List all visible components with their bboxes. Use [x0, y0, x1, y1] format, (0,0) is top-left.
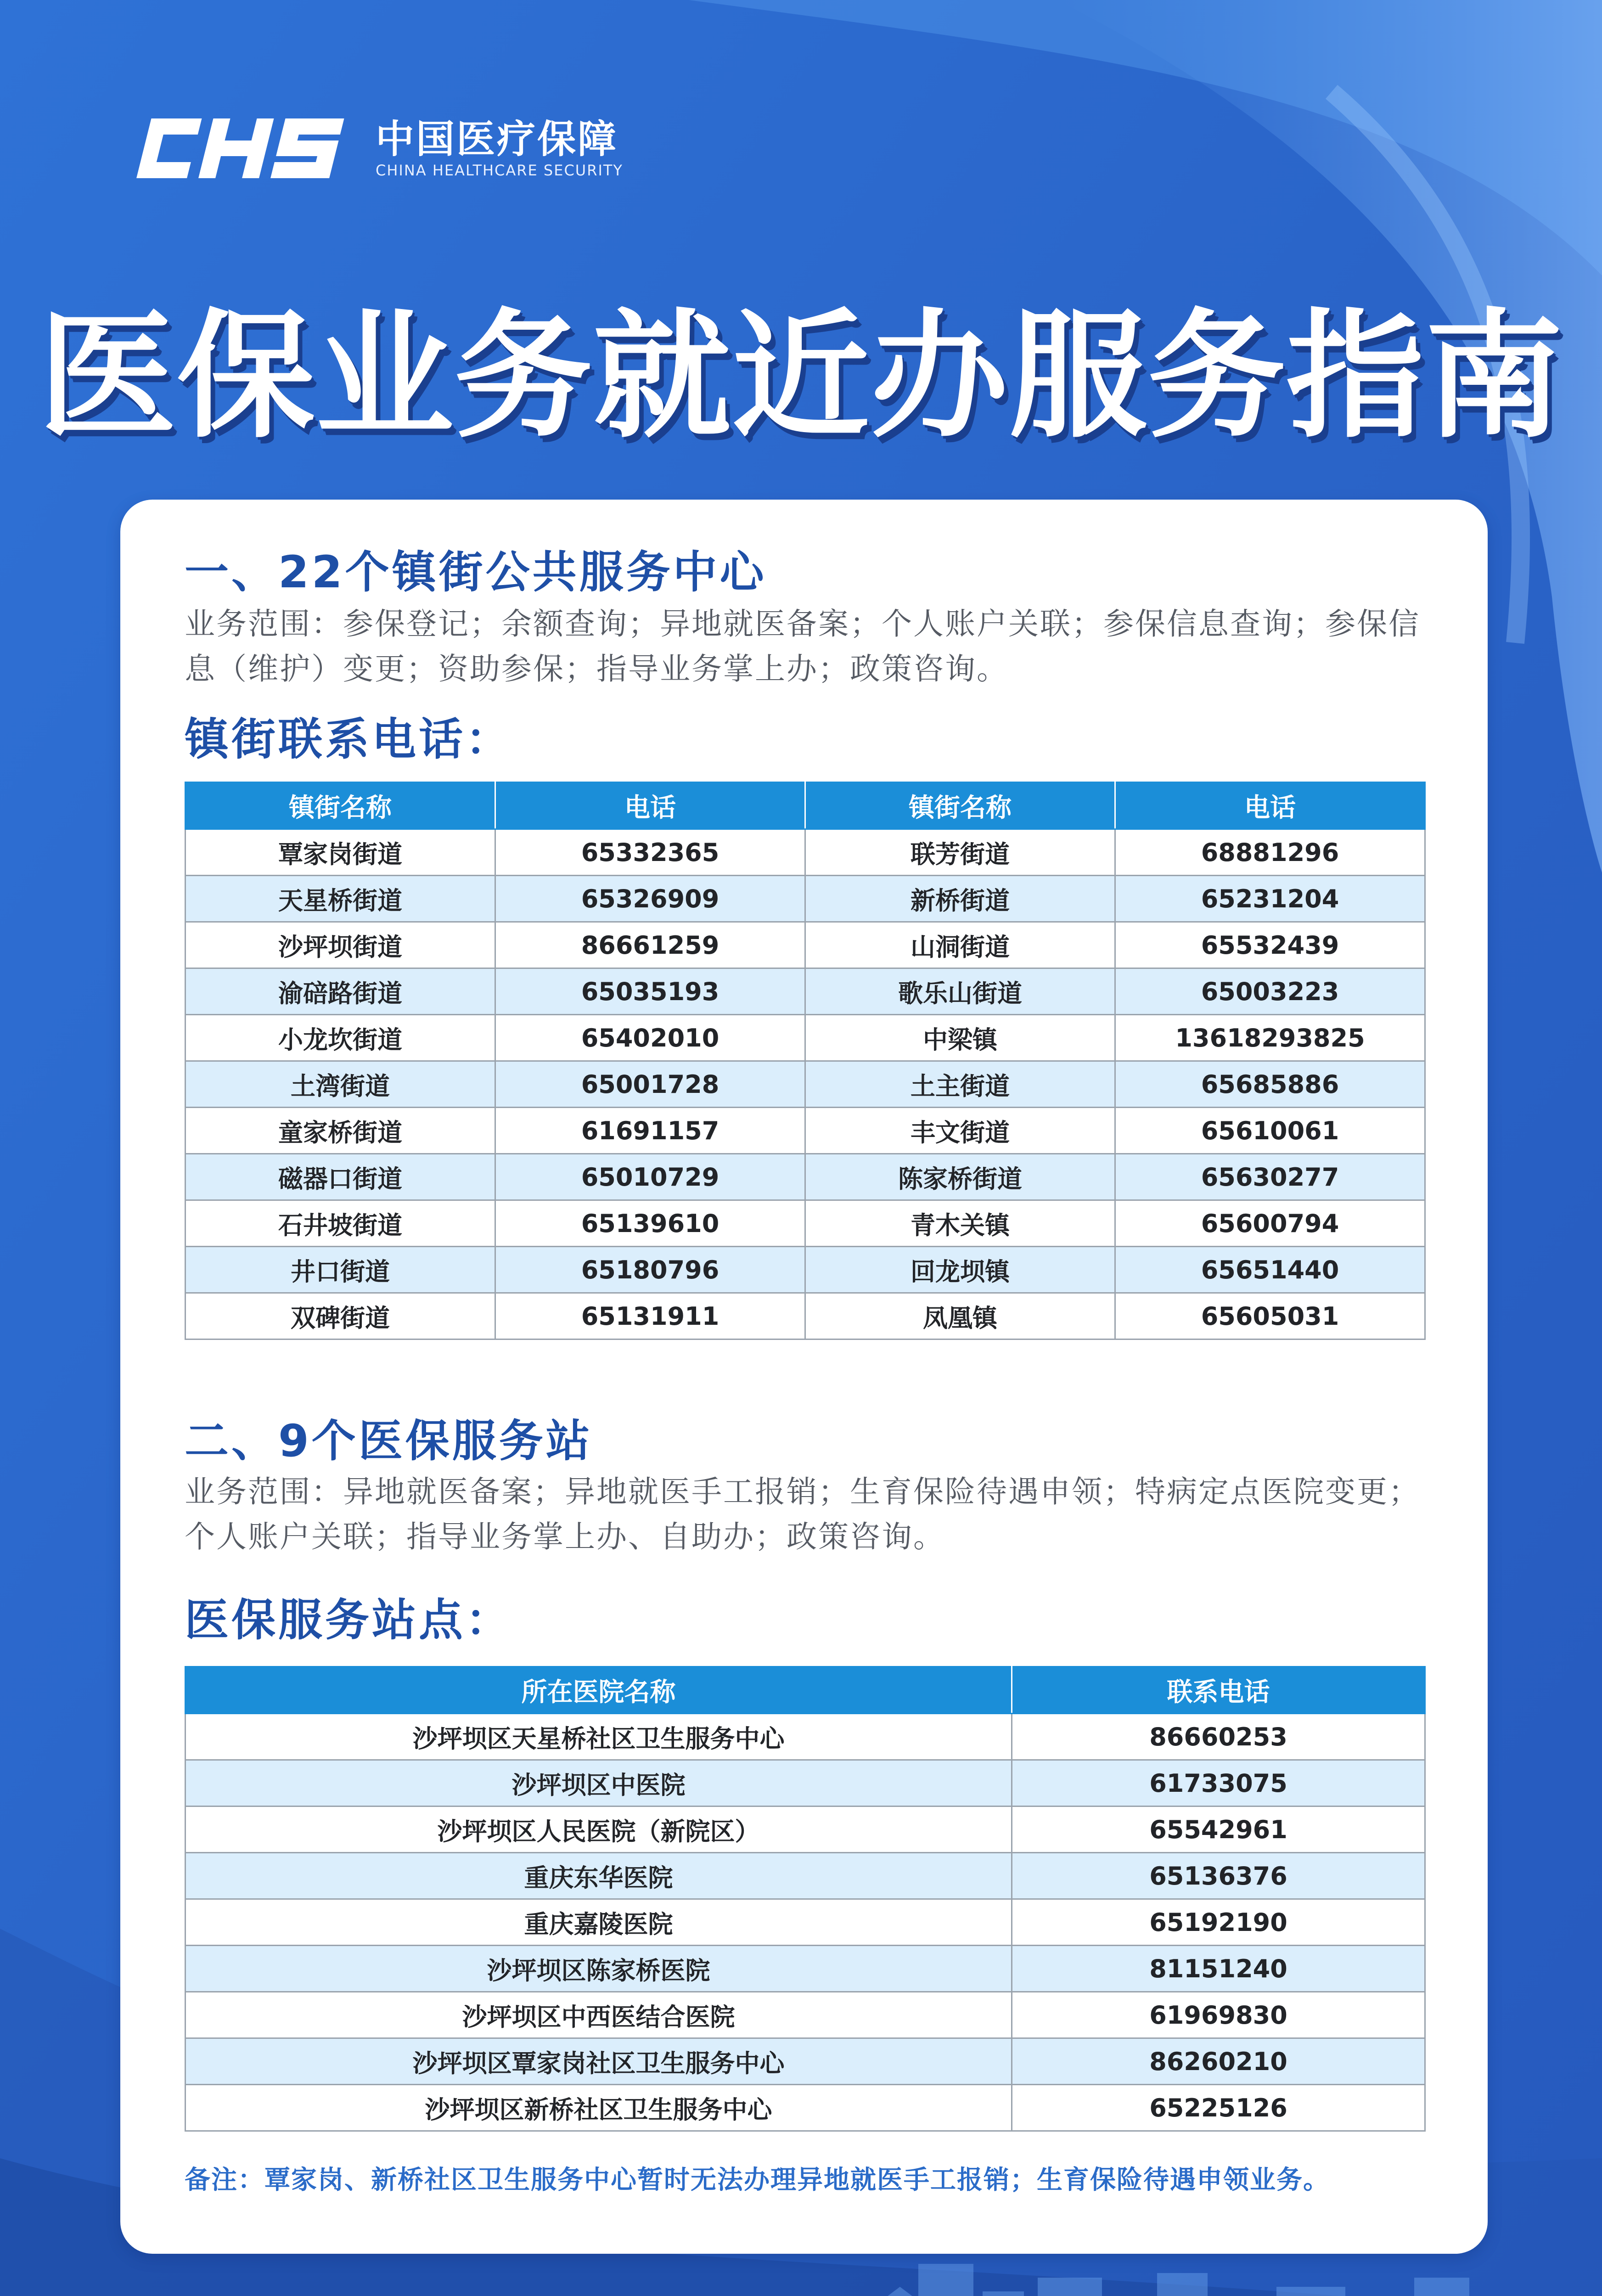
brand-name-en: CHINA HEALTHCARE SECURITY — [376, 162, 623, 179]
town-name: 凤凰镇 — [805, 1293, 1115, 1339]
town-name: 磁器口街道 — [185, 1154, 495, 1200]
town-name: 井口街道 — [185, 1247, 495, 1293]
section2-title: 二、9个医保服务站 — [185, 1415, 593, 1467]
hospital-name: 沙坪坝区陈家桥医院 — [185, 1946, 1012, 1992]
phone-number: 61733075 — [1012, 1760, 1425, 1806]
town-name: 沙坪坝街道 — [185, 922, 495, 968]
hospital-name: 沙坪坝区覃家岗社区卫生服务中心 — [185, 2038, 1012, 2085]
brand-logo — [125, 109, 623, 187]
table-row — [185, 1992, 1425, 2038]
content-card — [120, 500, 1488, 2254]
phone-number: 65192190 — [1012, 1899, 1425, 1946]
town-name: 山洞街道 — [805, 922, 1115, 968]
hospital-name: 沙坪坝区人民医院（新院区） — [185, 1806, 1012, 1853]
table-header-row — [185, 1667, 1425, 1714]
table-row — [185, 1714, 1425, 1760]
phone-number: 86661259 — [495, 922, 805, 968]
table-row — [185, 1760, 1425, 1806]
phone-number: 65402010 — [495, 1015, 805, 1061]
town-name: 新桥街道 — [805, 876, 1115, 922]
town-name: 双碑街道 — [185, 1293, 495, 1339]
table-row — [185, 1200, 1425, 1247]
phone-number: 81151240 — [1012, 1946, 1425, 1992]
phone-number: 65610061 — [1115, 1108, 1425, 1154]
phone-number: 86260210 — [1012, 2038, 1425, 2085]
phone-number: 65180796 — [495, 1247, 805, 1293]
table-row — [185, 2085, 1425, 2131]
phone-number: 68881296 — [1115, 829, 1425, 876]
table-row — [185, 922, 1425, 968]
header-contact-phone: 联系电话 — [1012, 1667, 1425, 1714]
phone-number: 65326909 — [495, 876, 805, 922]
table-row — [185, 1154, 1425, 1200]
town-name: 青木关镇 — [805, 1200, 1115, 1247]
phone-number: 61691157 — [495, 1108, 805, 1154]
phone-number: 65542961 — [1012, 1806, 1425, 1853]
town-name: 覃家岗街道 — [185, 829, 495, 876]
town-name: 中梁镇 — [805, 1015, 1115, 1061]
phone-number: 65685886 — [1115, 1061, 1425, 1108]
hospital-name: 沙坪坝区中医院 — [185, 1760, 1012, 1806]
phone-number: 65003223 — [1115, 968, 1425, 1015]
town-name: 土湾街道 — [185, 1061, 495, 1108]
town-name: 回龙坝镇 — [805, 1247, 1115, 1293]
town-name: 石井坡街道 — [185, 1200, 495, 1247]
phone-number: 65225126 — [1012, 2085, 1425, 2131]
phone-number: 65532439 — [1115, 922, 1425, 968]
town-name: 联芳街道 — [805, 829, 1115, 876]
phone-number: 86660253 — [1012, 1714, 1425, 1760]
hospital-name: 重庆东华医院 — [185, 1853, 1012, 1899]
hospital-name: 沙坪坝区中西医结合医院 — [185, 1992, 1012, 2038]
section2-stations-title: 医保服务站点： — [185, 1594, 512, 1646]
header-town-name: 镇街名称 — [185, 782, 495, 829]
table-row — [185, 1899, 1425, 1946]
hospital-name: 沙坪坝区天星桥社区卫生服务中心 — [185, 1714, 1012, 1760]
town-name: 童家桥街道 — [185, 1108, 495, 1154]
section1-title: 一、22个镇街公共服务中心 — [185, 546, 767, 598]
header-hospital-name: 所在医院名称 — [185, 1667, 1012, 1714]
section2-scope: 业务范围：异地就医备案；异地就医手工报销；生育保险待遇申领；特病定点医院变更；个人账户关联；指导业务掌上办、自助办；政策咨询。 — [185, 1474, 1420, 1554]
chs-logo-icon — [125, 114, 364, 183]
table-row — [185, 1853, 1425, 1899]
phone-number: 65136376 — [1012, 1853, 1425, 1899]
town-contacts-table — [185, 782, 1426, 1340]
town-name: 土主街道 — [805, 1061, 1115, 1108]
phone-number: 65139610 — [495, 1200, 805, 1247]
brand-name-cn: 中国医疗保障 — [376, 117, 618, 162]
phone-number: 65332365 — [495, 829, 805, 876]
phone-number: 13618293825 — [1115, 1015, 1425, 1061]
town-name: 歌乐山街道 — [805, 968, 1115, 1015]
table-row — [185, 1806, 1425, 1853]
phone-number: 65630277 — [1115, 1154, 1425, 1200]
phone-number: 65651440 — [1115, 1247, 1425, 1293]
page-title: 医保业务就近办服务指南 — [38, 296, 1564, 456]
phone-number: 65010729 — [495, 1154, 805, 1200]
hospital-name: 重庆嘉陵医院 — [185, 1899, 1012, 1946]
phone-number: 65131911 — [495, 1293, 805, 1339]
phone-number: 65001728 — [495, 1061, 805, 1108]
table-row — [185, 1946, 1425, 1992]
hospital-name: 沙坪坝区新桥社区卫生服务中心 — [185, 2085, 1012, 2131]
town-name: 丰文街道 — [805, 1108, 1115, 1154]
phone-number: 65605031 — [1115, 1293, 1425, 1339]
phone-number: 65600794 — [1115, 1200, 1425, 1247]
town-name: 天星桥街道 — [185, 876, 495, 922]
phone-number: 65231204 — [1115, 876, 1425, 922]
footnote: 备注：覃家岗、新桥社区卫生服务中心暂时无法办理异地就医手工报销；生育保险待遇申领业务。 — [185, 2165, 1330, 2195]
table-row — [185, 1293, 1425, 1339]
phone-number: 61969830 — [1012, 1992, 1425, 2038]
phone-number: 65035193 — [495, 968, 805, 1015]
table-row — [185, 1108, 1425, 1154]
town-name: 陈家桥街道 — [805, 1154, 1115, 1200]
table-row — [185, 968, 1425, 1015]
table-header-row — [185, 782, 1425, 829]
service-stations-table — [185, 1666, 1426, 2132]
table-row — [185, 1015, 1425, 1061]
table-row — [185, 876, 1425, 922]
table-row — [185, 1247, 1425, 1293]
section1-contacts-title: 镇街联系电话： — [185, 714, 512, 765]
table-row — [185, 1061, 1425, 1108]
table-row — [185, 829, 1425, 876]
town-name: 小龙坎街道 — [185, 1015, 495, 1061]
town-name: 渝碚路街道 — [185, 968, 495, 1015]
header-town-name: 镇街名称 — [805, 782, 1115, 829]
header-phone: 电话 — [1115, 782, 1425, 829]
table-row — [185, 2038, 1425, 2085]
section1-scope: 业务范围：参保登记；余额查询；异地就医备案；个人账户关联；参保信息查询；参保信息（维护）变更；资助参保；指导业务掌上办；政策咨询。 — [185, 606, 1420, 687]
header-phone: 电话 — [495, 782, 805, 829]
